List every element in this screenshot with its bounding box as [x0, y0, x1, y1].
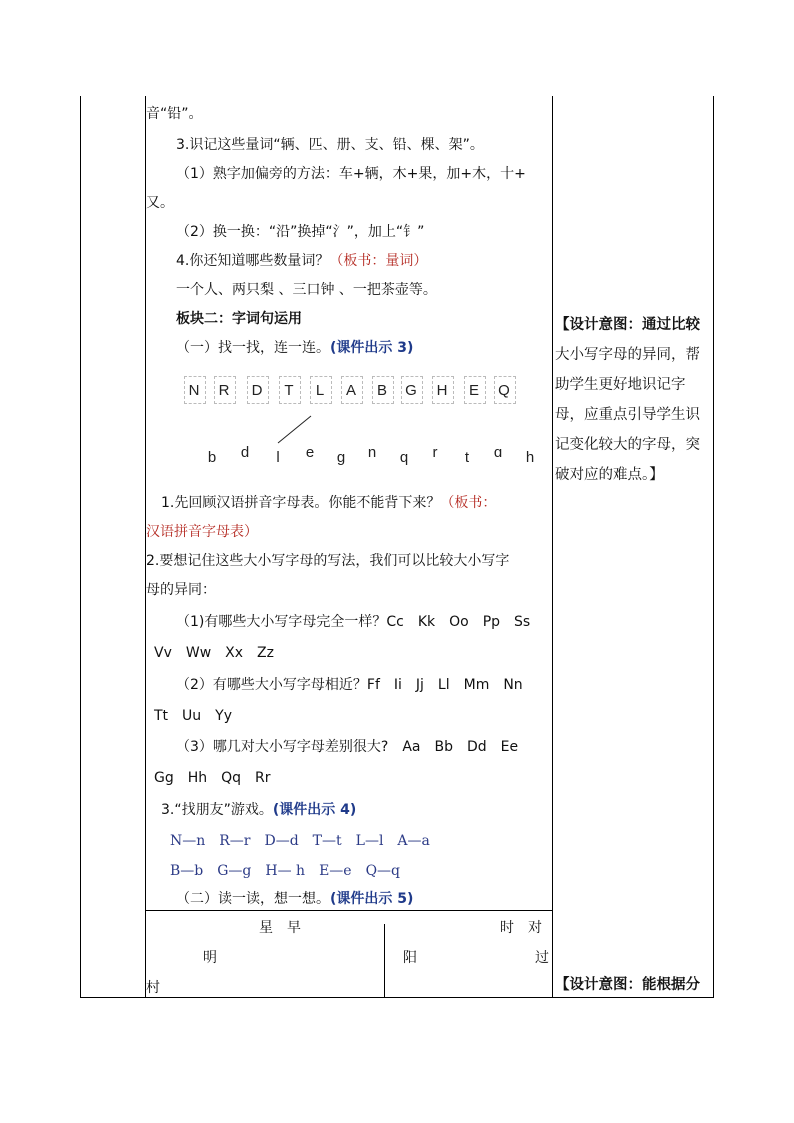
text-line-7: 一个人、两只梨 、三口钟 、一把茶壶等。	[176, 282, 437, 298]
poem-left-row-3: 村	[146, 980, 160, 996]
lowercase-letter: b	[207, 449, 217, 466]
letter-pairs-row-1: N—n R—r D—d T—t L—l A—a	[170, 833, 430, 849]
lowercase-letter: l	[276, 449, 280, 466]
text-line-12: 2.要想记住这些大小写字母的写法，我们可以比较大小写字	[146, 553, 510, 569]
text-line-5: （2）换一换：“沿”换掉“氵”，加上“钅”	[176, 224, 425, 240]
text-line-10	[161, 493, 496, 513]
lowercase-letter: r	[432, 444, 438, 461]
uppercase-letter: A	[345, 382, 356, 399]
lowercase-letter: g	[336, 449, 346, 466]
poem-left-row-1: 星 早	[259, 920, 301, 936]
question-2-cont: Tt Uu Yy	[154, 708, 232, 724]
read-think: （二）读一读，想一想。	[176, 891, 330, 907]
activity-find-connect: （一）找一找，连一连。	[176, 340, 330, 356]
uppercase-letter: T	[284, 382, 294, 399]
courseware-4: (课件出示 4)	[272, 802, 357, 818]
table-divider-col1	[145, 96, 146, 998]
text-line-6	[176, 251, 427, 271]
question-3: （3）哪几对大小写字母差别很大? Aa Bb Dd Ee	[176, 739, 519, 755]
uppercase-letter: B	[376, 382, 387, 399]
question-numerals: 4.你还知道哪些数量词？	[176, 253, 330, 269]
board-note-alphabet: （板书：	[440, 495, 497, 511]
lowercase-letter: d	[240, 444, 250, 461]
lowercase-letter: e	[305, 444, 315, 461]
uppercase-letter: N	[188, 382, 200, 399]
design-note-line: 记变化较大的字母，突	[555, 437, 700, 453]
uppercase-letter: H	[436, 382, 448, 399]
design-note-line: 母，应重点引导学生识	[555, 407, 700, 423]
question-1: （1)有哪些大小写字母完全一样？Cc Kk Oo Pp Ss	[176, 614, 531, 630]
question-3-cont: Gg Hh Qq Rr	[154, 770, 271, 786]
lowercase-letter: h	[525, 449, 535, 466]
poem-right-row-3: 过	[535, 950, 549, 966]
question-2: （2）有哪些大小写字母相近？Ff Ii Jj Ll Mm Nn	[176, 677, 523, 693]
lowercase-letter: q	[399, 449, 409, 466]
poem-right-row-1: 时 对	[500, 920, 542, 936]
lowercase-letter: ɑ	[493, 444, 503, 461]
uppercase-letter: Q	[498, 382, 510, 399]
design-note-line: 【设计意图：通过比较	[555, 317, 700, 333]
lowercase-letter: n	[367, 444, 377, 461]
text-line-3: （1）熟字加偏旁的方法：车+辆，木+果，加+木，十+	[176, 166, 526, 182]
uppercase-letter: L	[315, 382, 325, 399]
board-note-alphabet-cont: 汉语拼音字母表）	[146, 524, 258, 540]
text-line-1: 音“铅”。	[146, 106, 203, 122]
text-line-13: 母的异同：	[146, 582, 216, 598]
poem-left-row-2: 明	[203, 950, 217, 966]
poem-right-row-2: 阳	[403, 950, 417, 966]
review-alphabet: 1.先回顾汉语拼音字母表。你能不能背下来？	[161, 495, 441, 511]
find-friends-game: 3.“找朋友”游戏。	[161, 802, 273, 818]
uppercase-letter: D	[251, 382, 263, 399]
courseware-3: (课件出示 3)	[330, 340, 414, 356]
uppercase-letter: G	[405, 382, 417, 399]
uppercase-letter: R	[218, 382, 230, 399]
text-line-4: 又。	[146, 195, 174, 211]
design-note-line: 助学生更好地识记字	[555, 377, 686, 393]
table-border-right	[713, 96, 714, 998]
section-heading-2: 板块二：字词句运用	[176, 311, 302, 327]
design-note-line: 破对应的难点。】	[555, 467, 664, 483]
letter-pairs-row-2: B—b G—g H— h E—e Q—q	[170, 863, 401, 879]
table-border-left	[80, 96, 81, 998]
design-note-2: 【设计意图：能根据分	[555, 977, 700, 993]
lowercase-letter: t	[464, 449, 470, 466]
poem-table-top	[145, 910, 553, 911]
table-divider-col2	[552, 96, 553, 998]
board-note-numerals: （板书：量词）	[329, 253, 428, 269]
text-line-2: 3.识记这些量词“辆、匹、册、支、铅、棵、架”。	[176, 137, 484, 153]
read-think-line	[176, 889, 413, 909]
poem-table-divider	[384, 924, 385, 998]
design-note-line: 大小写字母的异同，帮	[555, 347, 700, 363]
question-1-cont: Vv Ww Xx Zz	[154, 645, 274, 661]
courseware-5: (课件出示 5)	[330, 891, 414, 907]
text-line-9	[176, 338, 413, 358]
uppercase-letter: E	[468, 382, 479, 399]
game-line	[161, 800, 356, 820]
